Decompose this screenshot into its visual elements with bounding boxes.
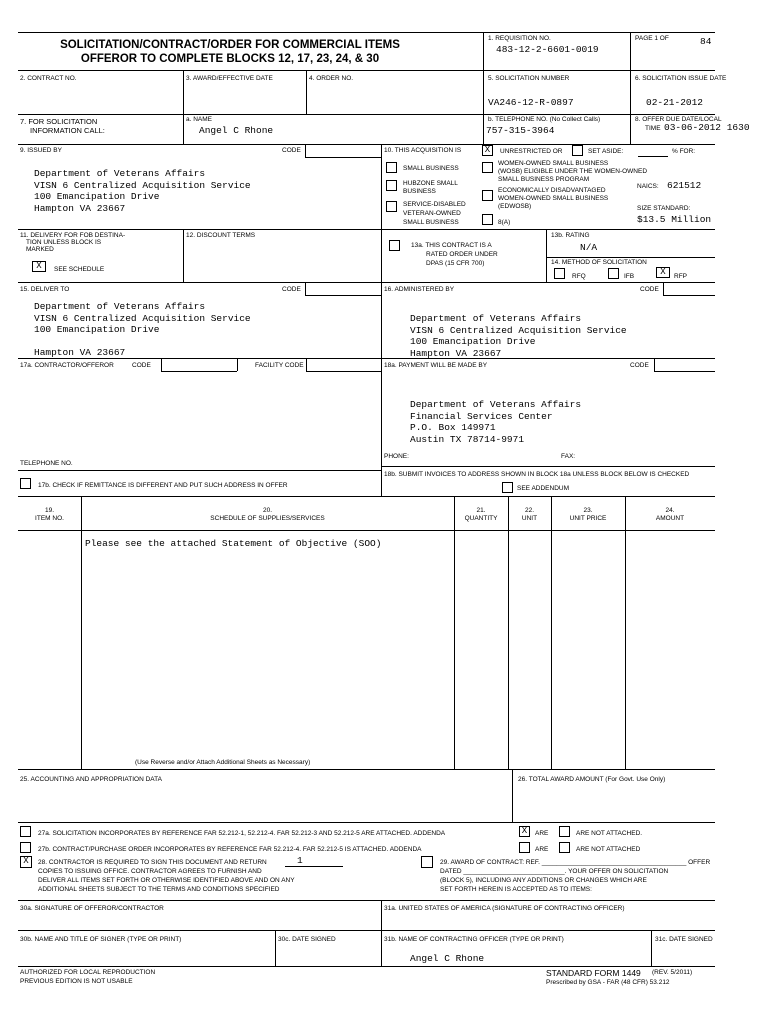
accounting-label: 25. ACCOUNTING AND APPROPRIATION DATA bbox=[20, 776, 162, 783]
clause-28-copies: 1 bbox=[297, 855, 303, 866]
addendum-label: SEE ADDENDUM bbox=[517, 485, 570, 492]
payment-label: 18a. PAYMENT WILL BE MADE BY bbox=[384, 362, 488, 369]
fob-label-3: MARKED bbox=[26, 246, 54, 253]
deliver-to-address: Department of Veterans Affairs VISN 6 Centralized Acquisition Service 100 Emancipation Drive Hampton VA 23667 bbox=[34, 301, 251, 358]
clause-29-text: 29. AWARD OF CONTRACT: REF. ________________________________________ OFFER bbox=[440, 859, 711, 866]
small-business-checkbox[interactable] bbox=[386, 162, 397, 173]
set-aside-checkbox[interactable] bbox=[572, 145, 583, 156]
clause-29-text-4: SET FORTH HEREIN IS ACCEPTED AS TO ITEMS: bbox=[440, 886, 592, 893]
eight-a-checkbox[interactable] bbox=[482, 214, 493, 225]
clause-28-copies-underline bbox=[285, 866, 343, 867]
for-info-label-2: INFORMATION CALL: bbox=[30, 126, 105, 135]
payment-code-label: CODE bbox=[630, 362, 649, 369]
rfq-checkbox[interactable] bbox=[554, 268, 565, 279]
clause-28-checkbox[interactable]: X bbox=[20, 856, 32, 868]
requisition-label: 1. REQUISITION NO. bbox=[488, 35, 551, 42]
footer-previous-edition: PREVIOUS EDITION IS NOT USABLE bbox=[20, 978, 133, 985]
clause-27b-are-checkbox[interactable] bbox=[519, 842, 530, 853]
solicitation-no-label: 5. SOLICITATION NUMBER bbox=[488, 75, 570, 82]
see-schedule-label: SEE SCHEDULE bbox=[54, 266, 105, 273]
officer-name-value: Angel C Rhone bbox=[410, 953, 485, 964]
naics-value: 621512 bbox=[667, 180, 702, 191]
sdvosb-checkbox[interactable] bbox=[386, 201, 397, 212]
clause-27a-text: 27a. SOLICITATION INCORPORATES BY REFERENCE FAR 52.212-1, 52.212-4. FAR 52.212-3 AND 52.212-5 ARE ATTACHED. ADDENDA bbox=[38, 830, 446, 837]
clause-28-text: 28. CONTRACTOR IS REQUIRED TO SIGN THIS DOCUMENT AND RETURN bbox=[38, 859, 267, 866]
wosb-label: WOMEN-OWNED SMALL BUSINESS bbox=[498, 160, 609, 167]
issued-by-address: Department of Veterans Affairs VISN 6 Centralized Acquisition Service 100 Emancipation Drive Hampton VA 23667 bbox=[34, 168, 251, 214]
clause-28-text-3: DELIVER ALL ITEMS SET FORTH OR OTHERWISE IDENTIFIED ABOVE AND ON ANY bbox=[38, 877, 295, 884]
issue-date-label: 6. SOLICITATION ISSUE DATE bbox=[635, 75, 727, 82]
signer-name-label: 30b. NAME AND TITLE OF SIGNER (TYPE OR PRINT) bbox=[20, 936, 182, 943]
signature-officer-label: 31a. UNITED STATES OF AMERICA (SIGNATURE OF CONTRACTING OFFICER) bbox=[384, 905, 625, 912]
clause-27b-are-not: ARE NOT ATTACHED bbox=[576, 846, 641, 853]
footer-revision: (REV. 5/2011) bbox=[652, 969, 693, 976]
signer-date-label: 30c. DATE SIGNED bbox=[278, 936, 336, 943]
unrestricted-label: UNRESTRICTED OR bbox=[500, 148, 563, 155]
clause-29-checkbox[interactable] bbox=[421, 856, 433, 868]
remittance-label: 17b. CHECK IF REMITTANCE IS DIFFERENT AND PUT SUCH ADDRESS IN OFFER bbox=[38, 482, 288, 489]
clause-27a-are-checkbox[interactable]: X bbox=[519, 826, 530, 837]
rating-value: N/A bbox=[580, 242, 598, 253]
sdvosb-label-3: SMALL BUSINESS bbox=[403, 219, 459, 226]
wosb-checkbox[interactable] bbox=[482, 162, 493, 173]
officer-name-label: 31b. NAME OF CONTRACTING OFFICER (TYPE OR PRINT) bbox=[384, 936, 564, 943]
rfp-checkbox[interactable]: X bbox=[656, 267, 670, 278]
issued-by-code-label: CODE bbox=[282, 147, 301, 154]
col-amount-header: AMOUNT bbox=[655, 515, 685, 522]
col-quantity-header: QUANTITY bbox=[464, 515, 498, 522]
contact-name-label: a. NAME bbox=[186, 116, 213, 123]
form-subtitle: OFFEROR TO COMPLETE BLOCKS 12, 17, 23, 24, & 30 bbox=[80, 53, 380, 65]
clause-27b-are: ARE bbox=[535, 846, 549, 853]
for-info-label: 7. FOR SOLICITATION bbox=[20, 117, 98, 126]
clause-27a-are-not: ARE NOT ATTACHED. bbox=[576, 830, 643, 837]
sdvosb-label-2: VETERAN-OWNED bbox=[403, 210, 461, 217]
size-standard-value: $13.5 Million bbox=[637, 214, 712, 225]
rfp-label: RFP bbox=[674, 273, 687, 280]
contractor-code-label: CODE bbox=[132, 362, 151, 369]
rating-label: 13b. RATING bbox=[551, 232, 590, 239]
contractor-label: 17a. CONTRACTOR/OFFEROR bbox=[20, 362, 114, 369]
payment-fax-label: FAX: bbox=[561, 453, 576, 460]
hubzone-label-2: BUSINESS bbox=[403, 188, 436, 195]
col-item-no-num: 19. bbox=[44, 507, 55, 514]
unrestricted-checkbox[interactable]: X bbox=[482, 145, 493, 156]
col-unit-price-num: 23. bbox=[583, 507, 593, 514]
col-unit-header: UNIT bbox=[521, 515, 538, 522]
hubzone-label: HUBZONE SMALL bbox=[403, 180, 458, 187]
col-schedule-num: 20. bbox=[262, 507, 273, 514]
addendum-checkbox[interactable] bbox=[502, 482, 513, 493]
col-unit-num: 22. bbox=[524, 507, 535, 514]
clause-28-text-2: COPIES TO ISSUING OFFICE. CONTRACTOR AGREES TO FURNISH AND bbox=[38, 868, 262, 875]
eight-a-label: 8(A) bbox=[498, 219, 511, 226]
page-count: 84 bbox=[700, 36, 712, 47]
clause-27a-are-not-checkbox[interactable] bbox=[559, 826, 570, 837]
clause-27b-are-not-checkbox[interactable] bbox=[559, 842, 570, 853]
discount-terms-label: 12. DISCOUNT TERMS bbox=[186, 232, 256, 239]
reverse-note: (Use Reverse and/or Attach Additional Sheets as Necessary) bbox=[135, 759, 311, 766]
offer-due-label: 8. OFFER DUE DATE/LOCAL bbox=[635, 116, 722, 123]
clause-27b-checkbox[interactable] bbox=[20, 842, 31, 853]
deliver-to-code-label: CODE bbox=[282, 286, 301, 293]
signature-offeror-label: 30a. SIGNATURE OF OFFEROR/CONTRACTOR bbox=[20, 905, 164, 912]
wosb-label-3: SMALL BUSINESS PROGRAM bbox=[498, 176, 590, 183]
deliver-to-label: 15. DELIVER TO bbox=[20, 286, 70, 293]
clause-29-text-3: (BLOCK 5), INCLUDING ANY ADDITIONS OR CHANGES WHICH ARE bbox=[440, 877, 647, 884]
administered-by-code-label: CODE bbox=[640, 286, 659, 293]
requisition-value: 483-12-2-6601-0019 bbox=[496, 44, 599, 55]
ifb-checkbox[interactable] bbox=[608, 268, 619, 279]
clause-28-text-4: ADDITIONAL SHEETS SUBJECT TO THE TERMS AND CONDITIONS SPECIFIED bbox=[38, 886, 280, 893]
officer-date-label: 31c. DATE SIGNED bbox=[655, 936, 713, 943]
edwosb-label: ECONOMICALLY DISADVANTAGED bbox=[498, 187, 606, 194]
clause-27b-text: 27b. CONTRACT/PURCHASE ORDER INCORPORATES BY REFERENCE FAR 52.212-4. FAR 52.212-5 IS ATTACHED. ADDENDA bbox=[38, 846, 422, 853]
facility-code-label: FACILITY CODE bbox=[255, 362, 304, 369]
payment-address: Department of Veterans Affairs Financial Services Center P.O. Box 149971 Austin TX 78714-9971 bbox=[410, 399, 582, 445]
page-label: PAGE 1 OF bbox=[635, 35, 669, 42]
rated-order-checkbox[interactable] bbox=[389, 240, 400, 251]
fob-label-2: TION UNLESS BLOCK IS bbox=[26, 239, 102, 246]
award-date-label: 3. AWARD/EFFECTIVE DATE bbox=[186, 75, 273, 82]
issued-by-label: 9. ISSUED BY bbox=[20, 147, 62, 154]
fob-label: 11. DELIVERY FOR FOB DESTINA- bbox=[20, 232, 126, 239]
method-label: 14. METHOD OF SOLICITATION bbox=[551, 259, 647, 266]
invoices-label: 18b. SUBMIT INVOICES TO ADDRESS SHOWN IN BLOCK 18a UNLESS BLOCK BELOW IS CHECKED bbox=[384, 471, 690, 478]
col-schedule-header: SCHEDULE OF SUPPLIES/SERVICES bbox=[210, 515, 325, 522]
rfq-label: RFQ bbox=[572, 273, 586, 280]
small-business-label: SMALL BUSINESS bbox=[403, 165, 459, 172]
time-label: TIME bbox=[645, 125, 661, 132]
footer-form-name: STANDARD FORM 1449 bbox=[546, 968, 641, 978]
order-no-label: 4. ORDER NO. bbox=[309, 75, 354, 82]
administered-by-address: Department of Veterans Affairs VISN 6 Centralized Acquisition Service 100 Emancipation Drive Hampton VA 23667 bbox=[410, 313, 627, 359]
footer-prescribed: Prescribed by GSA - FAR (48 CFR) 53.212 bbox=[546, 979, 670, 986]
col-quantity-num: 21. bbox=[476, 507, 486, 514]
acquisition-label: 10. THIS ACQUISITION IS bbox=[384, 147, 462, 154]
clause-29-text-2: DATED ____________________________. YOUR OFFER ON SOLICITATION bbox=[440, 868, 669, 875]
form-title: SOLICITATION/CONTRACT/ORDER FOR COMMERCIAL ITEMS bbox=[60, 39, 400, 51]
col-item-no-header: ITEM NO. bbox=[35, 515, 64, 522]
ifb-label: IFB bbox=[624, 273, 635, 280]
col-amount-num: 24. bbox=[665, 507, 675, 514]
rated-order-label-3: DPAS (15 CFR 700) bbox=[426, 260, 485, 267]
telephone-label: b. TELEPHONE NO. (No Collect Calls) bbox=[488, 116, 601, 123]
col-unit-price-header: UNIT PRICE bbox=[569, 515, 607, 522]
contact-name-value: Angel C Rhone bbox=[199, 125, 274, 136]
edwosb-checkbox[interactable] bbox=[482, 190, 493, 201]
clause-27a-checkbox[interactable] bbox=[20, 826, 31, 837]
solicitation-no-value: VA246-12-R-0897 bbox=[488, 97, 574, 108]
total-award-label: 26. TOTAL AWARD AMOUNT (For Govt. Use Only) bbox=[518, 776, 666, 783]
telephone-value: 757-315-3964 bbox=[486, 125, 555, 136]
edwosb-label-2: WOMEN-OWNED SMALL BUSINESS bbox=[498, 195, 609, 202]
administered-by-label: 16. ADMINISTERED BY bbox=[384, 286, 455, 293]
hubzone-checkbox[interactable] bbox=[386, 180, 397, 191]
set-aside-label: SET ASIDE: bbox=[588, 148, 624, 155]
footer-authorized: AUTHORIZED FOR LOCAL REPRODUCTION bbox=[20, 969, 156, 976]
rated-order-label: 13a. THIS CONTRACT IS A bbox=[411, 242, 492, 249]
sdvosb-label: SERVICE-DISABLED bbox=[403, 201, 466, 208]
wosb-label-2: (WOSB) ELIGIBLE UNDER THE WOMEN-OWNED bbox=[498, 168, 648, 175]
see-schedule-checkbox[interactable]: X bbox=[32, 261, 46, 272]
offer-due-value: 03-06-2012 1630 bbox=[664, 122, 750, 133]
telephone-no-label: TELEPHONE NO. bbox=[20, 460, 73, 467]
clause-27a-are: ARE bbox=[535, 830, 549, 837]
naics-label: NAICS: bbox=[637, 183, 659, 190]
remittance-checkbox[interactable] bbox=[20, 478, 31, 489]
rated-order-label-2: RATED ORDER UNDER bbox=[426, 251, 498, 258]
pct-for-label: % FOR: bbox=[672, 148, 696, 155]
contract-no-label: 2. CONTRACT NO. bbox=[20, 75, 77, 82]
payment-phone-label: PHONE: bbox=[384, 453, 409, 460]
edwosb-label-3: (EDWOSB) bbox=[498, 203, 532, 210]
size-standard-label: SIZE STANDARD: bbox=[637, 205, 691, 212]
issue-date-value: 02-21-2012 bbox=[646, 97, 704, 108]
schedule-body-text: Please see the attached Statement of Objective (SOO) bbox=[85, 538, 382, 549]
